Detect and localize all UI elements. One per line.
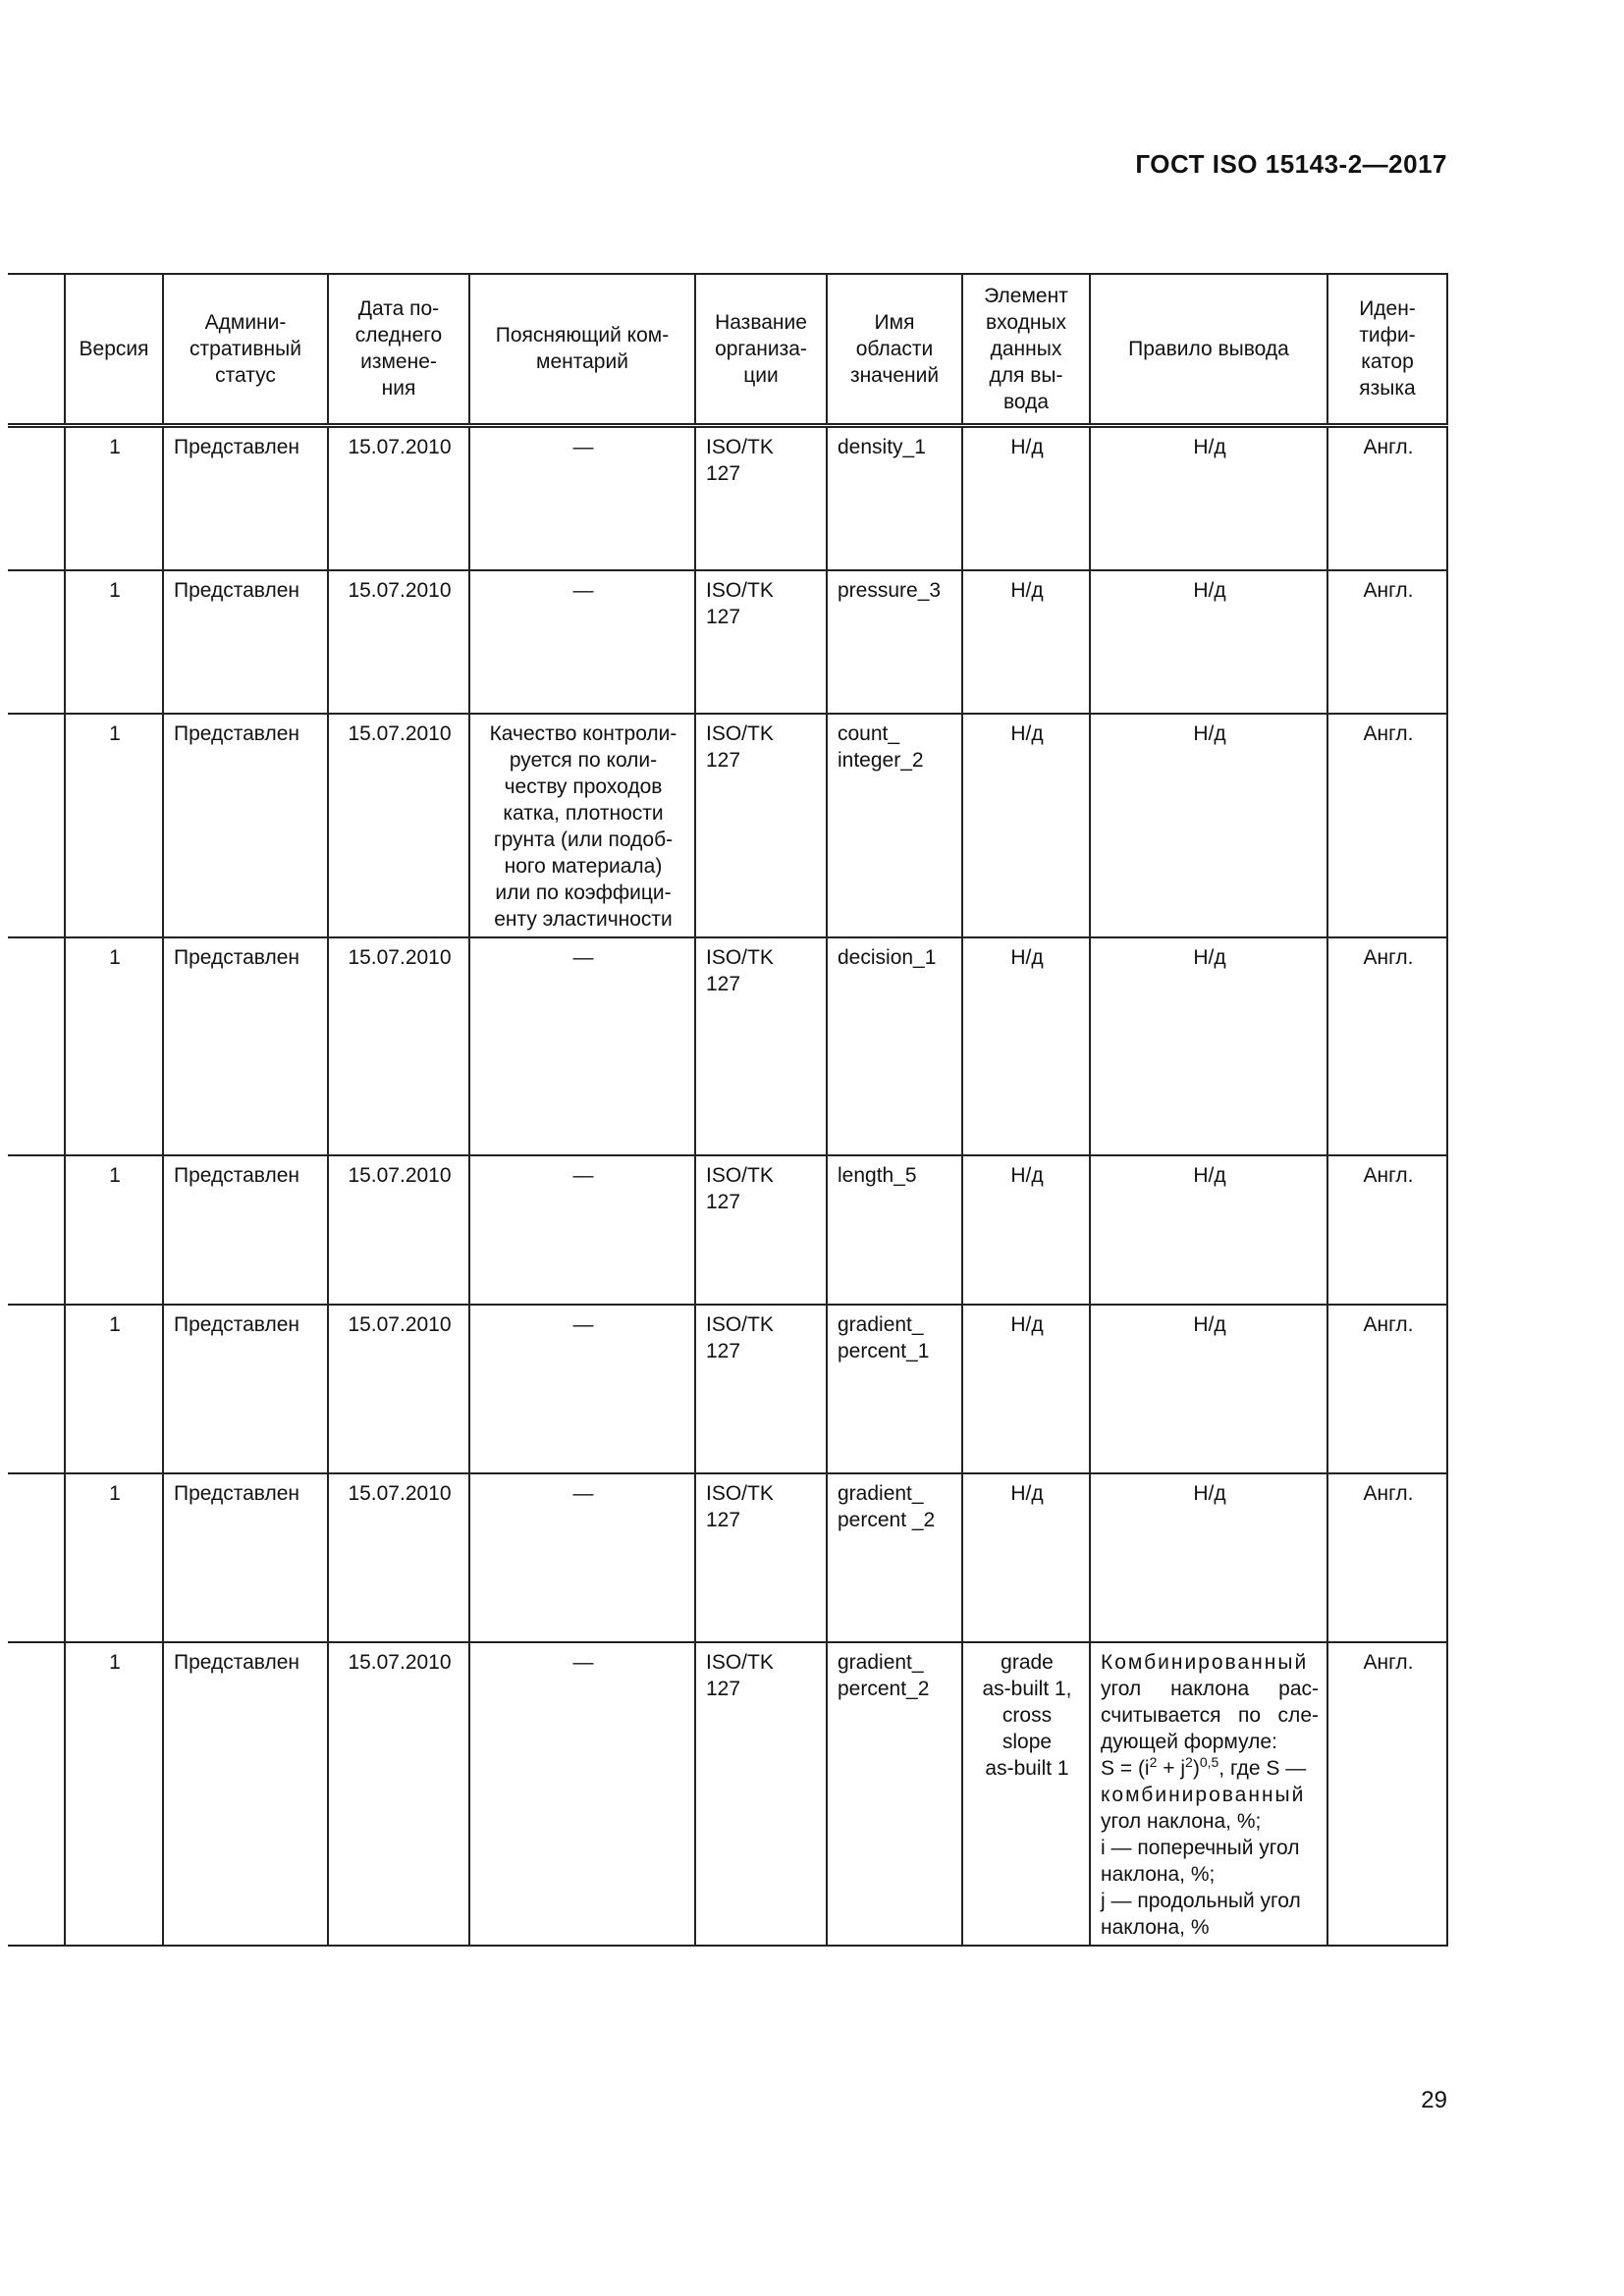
column-header: Имя области значений bbox=[827, 274, 962, 425]
table-cell: Англ. bbox=[1327, 1305, 1447, 1473]
table-cell: Н/д bbox=[1090, 425, 1327, 570]
table-cell: — bbox=[469, 425, 695, 570]
table-cell: Н/д bbox=[962, 1473, 1090, 1642]
column-header: Версия bbox=[65, 274, 163, 425]
table-cell: — bbox=[469, 937, 695, 1155]
table-cell: Англ. bbox=[1327, 714, 1447, 937]
table-cell: Представлен bbox=[163, 570, 328, 714]
formula-part: + j bbox=[1157, 1757, 1186, 1780]
table-cell: Н/д bbox=[962, 570, 1090, 714]
table-cell: grade as-built 1, cross slope as-built 1 bbox=[962, 1642, 1090, 1946]
table-cell: Н/д bbox=[1090, 1305, 1327, 1473]
rule-line: Комбинированный bbox=[1101, 1651, 1309, 1674]
table-cell: Представлен bbox=[163, 937, 328, 1155]
table-row bbox=[8, 570, 1447, 714]
table-cell: 15.07.2010 bbox=[328, 1642, 469, 1946]
table-cell bbox=[8, 1473, 65, 1642]
table-cell: 15.07.2010 bbox=[328, 425, 469, 570]
table-cell: density_1 bbox=[827, 425, 962, 570]
column-header: Правило вывода bbox=[1090, 274, 1327, 425]
rule-line: наклона, %; bbox=[1101, 1863, 1216, 1886]
table-row bbox=[8, 1155, 1447, 1305]
table-cell: ISO/TK 127 bbox=[695, 714, 827, 937]
table-cell: Представлен bbox=[163, 1473, 328, 1642]
table-cell: — bbox=[469, 1155, 695, 1305]
table-cell: 15.07.2010 bbox=[328, 570, 469, 714]
table-cell: — bbox=[469, 1473, 695, 1642]
table-cell: Н/д bbox=[962, 1155, 1090, 1305]
table-cell bbox=[8, 1642, 65, 1946]
table-cell: — bbox=[469, 570, 695, 714]
table-cell: Англ. bbox=[1327, 1642, 1447, 1946]
table-cell: gradient_ percent_2 bbox=[827, 1642, 962, 1946]
rule-line: j — продольный угол bbox=[1101, 1890, 1301, 1912]
table-cell: 1 bbox=[65, 937, 163, 1155]
table-cell: Н/д bbox=[1090, 570, 1327, 714]
table-cell: ISO/TK 127 bbox=[695, 570, 827, 714]
table-cell bbox=[8, 1305, 65, 1473]
table-row bbox=[8, 1473, 1447, 1642]
table-cell: ISO/TK 127 bbox=[695, 1642, 827, 1946]
table-cell: — bbox=[469, 1642, 695, 1946]
table-cell: count_ integer_2 bbox=[827, 714, 962, 937]
rule-line: комбинированный bbox=[1101, 1784, 1306, 1806]
table-cell: 1 bbox=[65, 1473, 163, 1642]
table-cell: ISO/TK 127 bbox=[695, 1473, 827, 1642]
table-cell: decision_1 bbox=[827, 937, 962, 1155]
table-cell: 1 bbox=[65, 1155, 163, 1305]
table-cell: Н/д bbox=[1090, 937, 1327, 1155]
column-header: Дата по- следнего измене- ния bbox=[328, 274, 469, 425]
table-header-row bbox=[8, 274, 1447, 425]
rule-line: угол наклона рас- bbox=[1101, 1678, 1319, 1700]
rule-line: наклона, % bbox=[1101, 1916, 1210, 1939]
table-cell: ISO/TK 127 bbox=[695, 937, 827, 1155]
table-cell bbox=[8, 937, 65, 1155]
table-row bbox=[8, 714, 1447, 937]
table-cell: Представлен bbox=[163, 1642, 328, 1946]
table-row bbox=[8, 937, 1447, 1155]
table-cell: Англ. bbox=[1327, 425, 1447, 570]
table-cell: Качество контроли- руется по коли- честву проходов катка, плотности грунта (или подоб- ного материала) или по коэффици- енту эластичности bbox=[469, 714, 695, 937]
table-body bbox=[8, 425, 1447, 1946]
table-cell: 15.07.2010 bbox=[328, 937, 469, 1155]
table-row bbox=[8, 1305, 1447, 1473]
formula-sup: 2 bbox=[1185, 1754, 1193, 1770]
table-row bbox=[8, 425, 1447, 570]
table-cell: Представлен bbox=[163, 1155, 328, 1305]
table-cell: Н/д bbox=[1090, 714, 1327, 937]
rule-line: дующей формуле: bbox=[1101, 1731, 1277, 1753]
table-cell: Англ. bbox=[1327, 570, 1447, 714]
table-cell: 1 bbox=[65, 425, 163, 570]
table-cell: Англ. bbox=[1327, 1155, 1447, 1305]
rule-line: считывается по сле- bbox=[1101, 1704, 1319, 1727]
table-cell: ISO/TK 127 bbox=[695, 1305, 827, 1473]
column-header bbox=[8, 274, 65, 425]
table-cell: 15.07.2010 bbox=[328, 1305, 469, 1473]
table-cell: Н/д bbox=[962, 937, 1090, 1155]
table-cell: gradient_ percent_1 bbox=[827, 1305, 962, 1473]
column-header: Админи- стративный статус bbox=[163, 274, 328, 425]
table-cell: ISO/TK 127 bbox=[695, 425, 827, 570]
formula-part: ) bbox=[1192, 1757, 1200, 1780]
page-number: 29 bbox=[1421, 2087, 1447, 2113]
column-header: Название организа- ции bbox=[695, 274, 827, 425]
table-cell: Представлен bbox=[163, 1305, 328, 1473]
rule-line: i — поперечный угол bbox=[1101, 1837, 1300, 1859]
table-cell: length_5 bbox=[827, 1155, 962, 1305]
formula-sup: 2 bbox=[1149, 1754, 1158, 1770]
table-cell: 15.07.2010 bbox=[328, 1473, 469, 1642]
table-cell: 1 bbox=[65, 714, 163, 937]
table-cell: gradient_ percent _2 bbox=[827, 1473, 962, 1642]
table-cell: 1 bbox=[65, 1305, 163, 1473]
table-cell bbox=[8, 425, 65, 570]
column-header: Элемент входных данных для вы- вода bbox=[962, 274, 1090, 425]
column-header: Поясняющий ком- ментарий bbox=[469, 274, 695, 425]
data-element-table bbox=[8, 273, 1448, 1947]
table-cell bbox=[8, 570, 65, 714]
table-cell: Англ. bbox=[1327, 1473, 1447, 1642]
table-cell: pressure_3 bbox=[827, 570, 962, 714]
derivation-rule-cell bbox=[1090, 1642, 1327, 1946]
table-cell: Представлен bbox=[163, 714, 328, 937]
table-cell: — bbox=[469, 1305, 695, 1473]
formula-part: S = (i bbox=[1101, 1757, 1150, 1780]
table-cell: 15.07.2010 bbox=[328, 1155, 469, 1305]
table-cell: Н/д bbox=[962, 425, 1090, 570]
table-cell: Н/д bbox=[962, 714, 1090, 937]
table-cell: Представлен bbox=[163, 425, 328, 570]
table-cell: 15.07.2010 bbox=[328, 714, 469, 937]
table-cell: 1 bbox=[65, 1642, 163, 1946]
formula-sup: 0,5 bbox=[1199, 1754, 1219, 1770]
column-header: Иден- тифи- катор языка bbox=[1327, 274, 1447, 425]
document-code: ГОСТ ISO 15143-2—2017 bbox=[1135, 149, 1447, 179]
table-cell bbox=[8, 714, 65, 937]
rule-formula bbox=[1101, 1755, 1319, 1782]
table-cell: Англ. bbox=[1327, 937, 1447, 1155]
rule-line: угол наклона, %; bbox=[1101, 1810, 1262, 1833]
table-cell: Н/д bbox=[962, 1305, 1090, 1473]
table-cell: Н/д bbox=[1090, 1473, 1327, 1642]
formula-part: , где S — bbox=[1218, 1757, 1307, 1780]
table-cell bbox=[8, 1155, 65, 1305]
table-cell: 1 bbox=[65, 570, 163, 714]
table-cell: ISO/TK 127 bbox=[695, 1155, 827, 1305]
table-row bbox=[8, 1642, 1447, 1946]
table-cell: Н/д bbox=[1090, 1155, 1327, 1305]
